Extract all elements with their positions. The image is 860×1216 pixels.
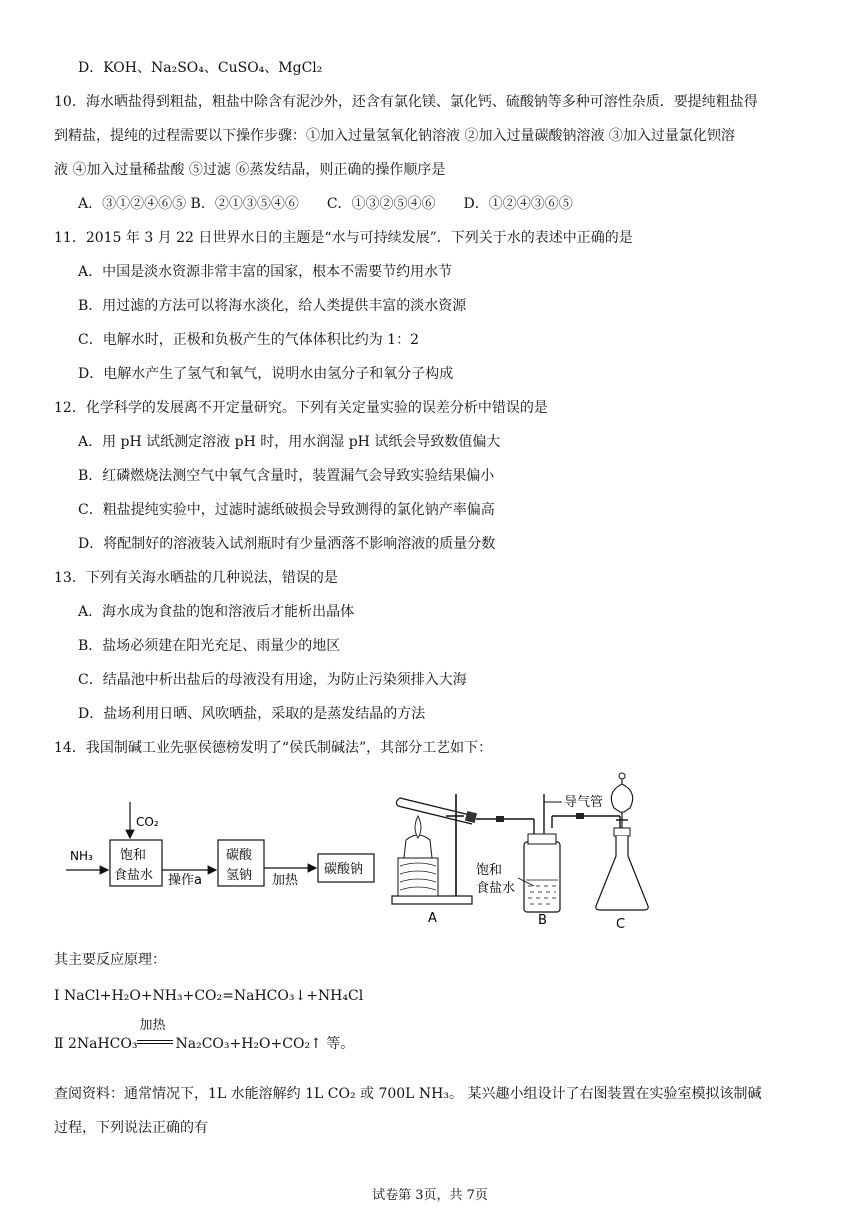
reaction-2-arrow: [137, 1018, 175, 1054]
q13-option-a: A．海水成为食盐的饱和溶液后才能析出晶体: [78, 604, 355, 620]
conical-flask: [596, 836, 648, 910]
q14-stem: 14．我国制碱工业先驱侯德榜发明了“侯氏制碱法”，其部分工艺如下：: [54, 740, 493, 756]
stand-base-a: [392, 896, 472, 904]
q12-option-c: C．粗盐提纯实验中，过滤时滤纸破损会导致测得的氯化钠产率偏高: [78, 502, 495, 518]
principle-title: 其主要反应原理：: [54, 952, 166, 968]
page-footer: 试卷第 3页，共 7页: [372, 1188, 488, 1203]
info-line-2: 过程，下列说法正确的有: [54, 1120, 208, 1136]
q11-stem: 11．2015 年 3 月 22 日世界水日的主题是“水与可持续发展”．下列关于水的表述中正确的是: [54, 230, 633, 246]
q13-option-c: C．结晶池中析出盐后的母液没有用途，为防止污染须排入大海: [78, 672, 467, 688]
gas-tube-label: 导气管: [564, 795, 604, 810]
reaction-2: [54, 1018, 355, 1054]
box1-line2: 食盐水: [114, 868, 154, 883]
q12-stem: 12．化学科学的发展离不开定量研究。下列有关定量实验的误差分析中错误的是: [54, 400, 548, 416]
box2-line2: 氢钠: [226, 868, 253, 883]
nh3-label: NH₃: [70, 849, 93, 863]
box1-line1: 饱和: [120, 848, 147, 863]
reaction-1: Ⅰ NaCl+H₂O+NH₃+CO₂=NaHCO₃↓+NH₄Cl: [54, 988, 364, 1004]
q11-option-c: C．电解水时，正极和负极产生的气体体积比约为 1：2: [78, 332, 419, 348]
info-line-1: 查阅资料：通常情况下，1L 水能溶解约 1L CO₂ 或 700L NH₃。 某兴趣小组设计了右图装置在实验室模拟该制碱: [54, 1086, 762, 1102]
q13-option-d: D．盐场利用日晒、风吹晒盐，采取的是蒸发结晶的方法: [78, 706, 426, 722]
q12-option-b: B．红磷燃烧法测空气中氧气含量时，装置漏气会导致实验结果偏小: [78, 468, 495, 484]
co2-label: CO₂: [136, 815, 159, 829]
sat-label-2: 食盐水: [476, 881, 516, 896]
apparatus-diagram: [384, 768, 664, 934]
q11-option-d: D．电解水产生了氢气和氧气，说明水由氢分子和氧分子构成: [78, 366, 454, 382]
q9-option-d: D．KOH、Na₂SO₄、CuSO₄、MgCl₂: [78, 60, 323, 76]
q11-option-b: B．用过滤的方法可以将海水淡化，给人类提供丰富的淡水资源: [78, 298, 467, 314]
wood-block: [398, 858, 438, 896]
q13-option-b: B．盐场必须建在阳光充足、雨量少的地区: [78, 638, 341, 654]
process-flow-diagram: [60, 792, 380, 902]
sat-label-1: 饱和: [476, 863, 503, 878]
bottle-b: [524, 842, 560, 912]
box2-line1: 碳酸: [226, 848, 253, 863]
label-a: A: [428, 911, 437, 926]
q10-stem-line3: 液 ④加入过量稀盐酸 ⑤过滤 ⑥蒸发结晶，则正确的操作顺序是: [54, 162, 446, 178]
q12-option-d: D．将配制好的溶液装入试剂瓶时有少量洒落不影响溶液的质量分数: [78, 536, 496, 552]
reaction-2-rhs: Na₂CO₃+H₂O+CO₂↑ 等。: [175, 1036, 355, 1052]
heat-label: 加热: [272, 873, 299, 888]
reaction-2-lhs: Ⅱ 2NaHCO₃: [54, 1036, 138, 1052]
label-c: C: [616, 917, 626, 932]
q10-options: A．③①②④⑥⑤ B．②①③⑤④⑥ C．①③②⑤④⑥ D．①②④③⑥⑤: [78, 196, 573, 212]
q11-option-a: A．中国是淡水资源非常丰富的国家，根本不需要节约用水节: [78, 264, 453, 280]
q10-stem-line2: 到精盐，提纯的过程需要以下操作步骤：①加入过量氢氧化钠溶液 ②加入过量碳酸钠溶液 ③加入过量氯化钡溶: [54, 128, 735, 144]
separatory-funnel: [611, 779, 632, 812]
q10-stem-line1: 10．海水晒盐得到粗盐，粗盐中除含有泥沙外，还含有氯化镁、氯化钙、硫酸钠等多种可溶性杂质．要提纯粗盐得: [54, 94, 758, 110]
flame: [415, 816, 421, 838]
q13-stem: 13．下列有关海水晒盐的几种说法，错误的是: [54, 570, 338, 586]
reaction-2-condition: 加热: [139, 1018, 166, 1033]
op-a-label: 操作a: [168, 873, 202, 888]
test-tube: [398, 806, 472, 824]
box3-label: 碳酸钠: [324, 862, 364, 877]
q12-option-a: A．用 pH 试纸测定溶液 pH 时，用水润湿 pH 试纸会导致数值偏大: [78, 434, 501, 450]
label-b: B: [538, 913, 547, 928]
funnel-stopper: [619, 773, 625, 779]
